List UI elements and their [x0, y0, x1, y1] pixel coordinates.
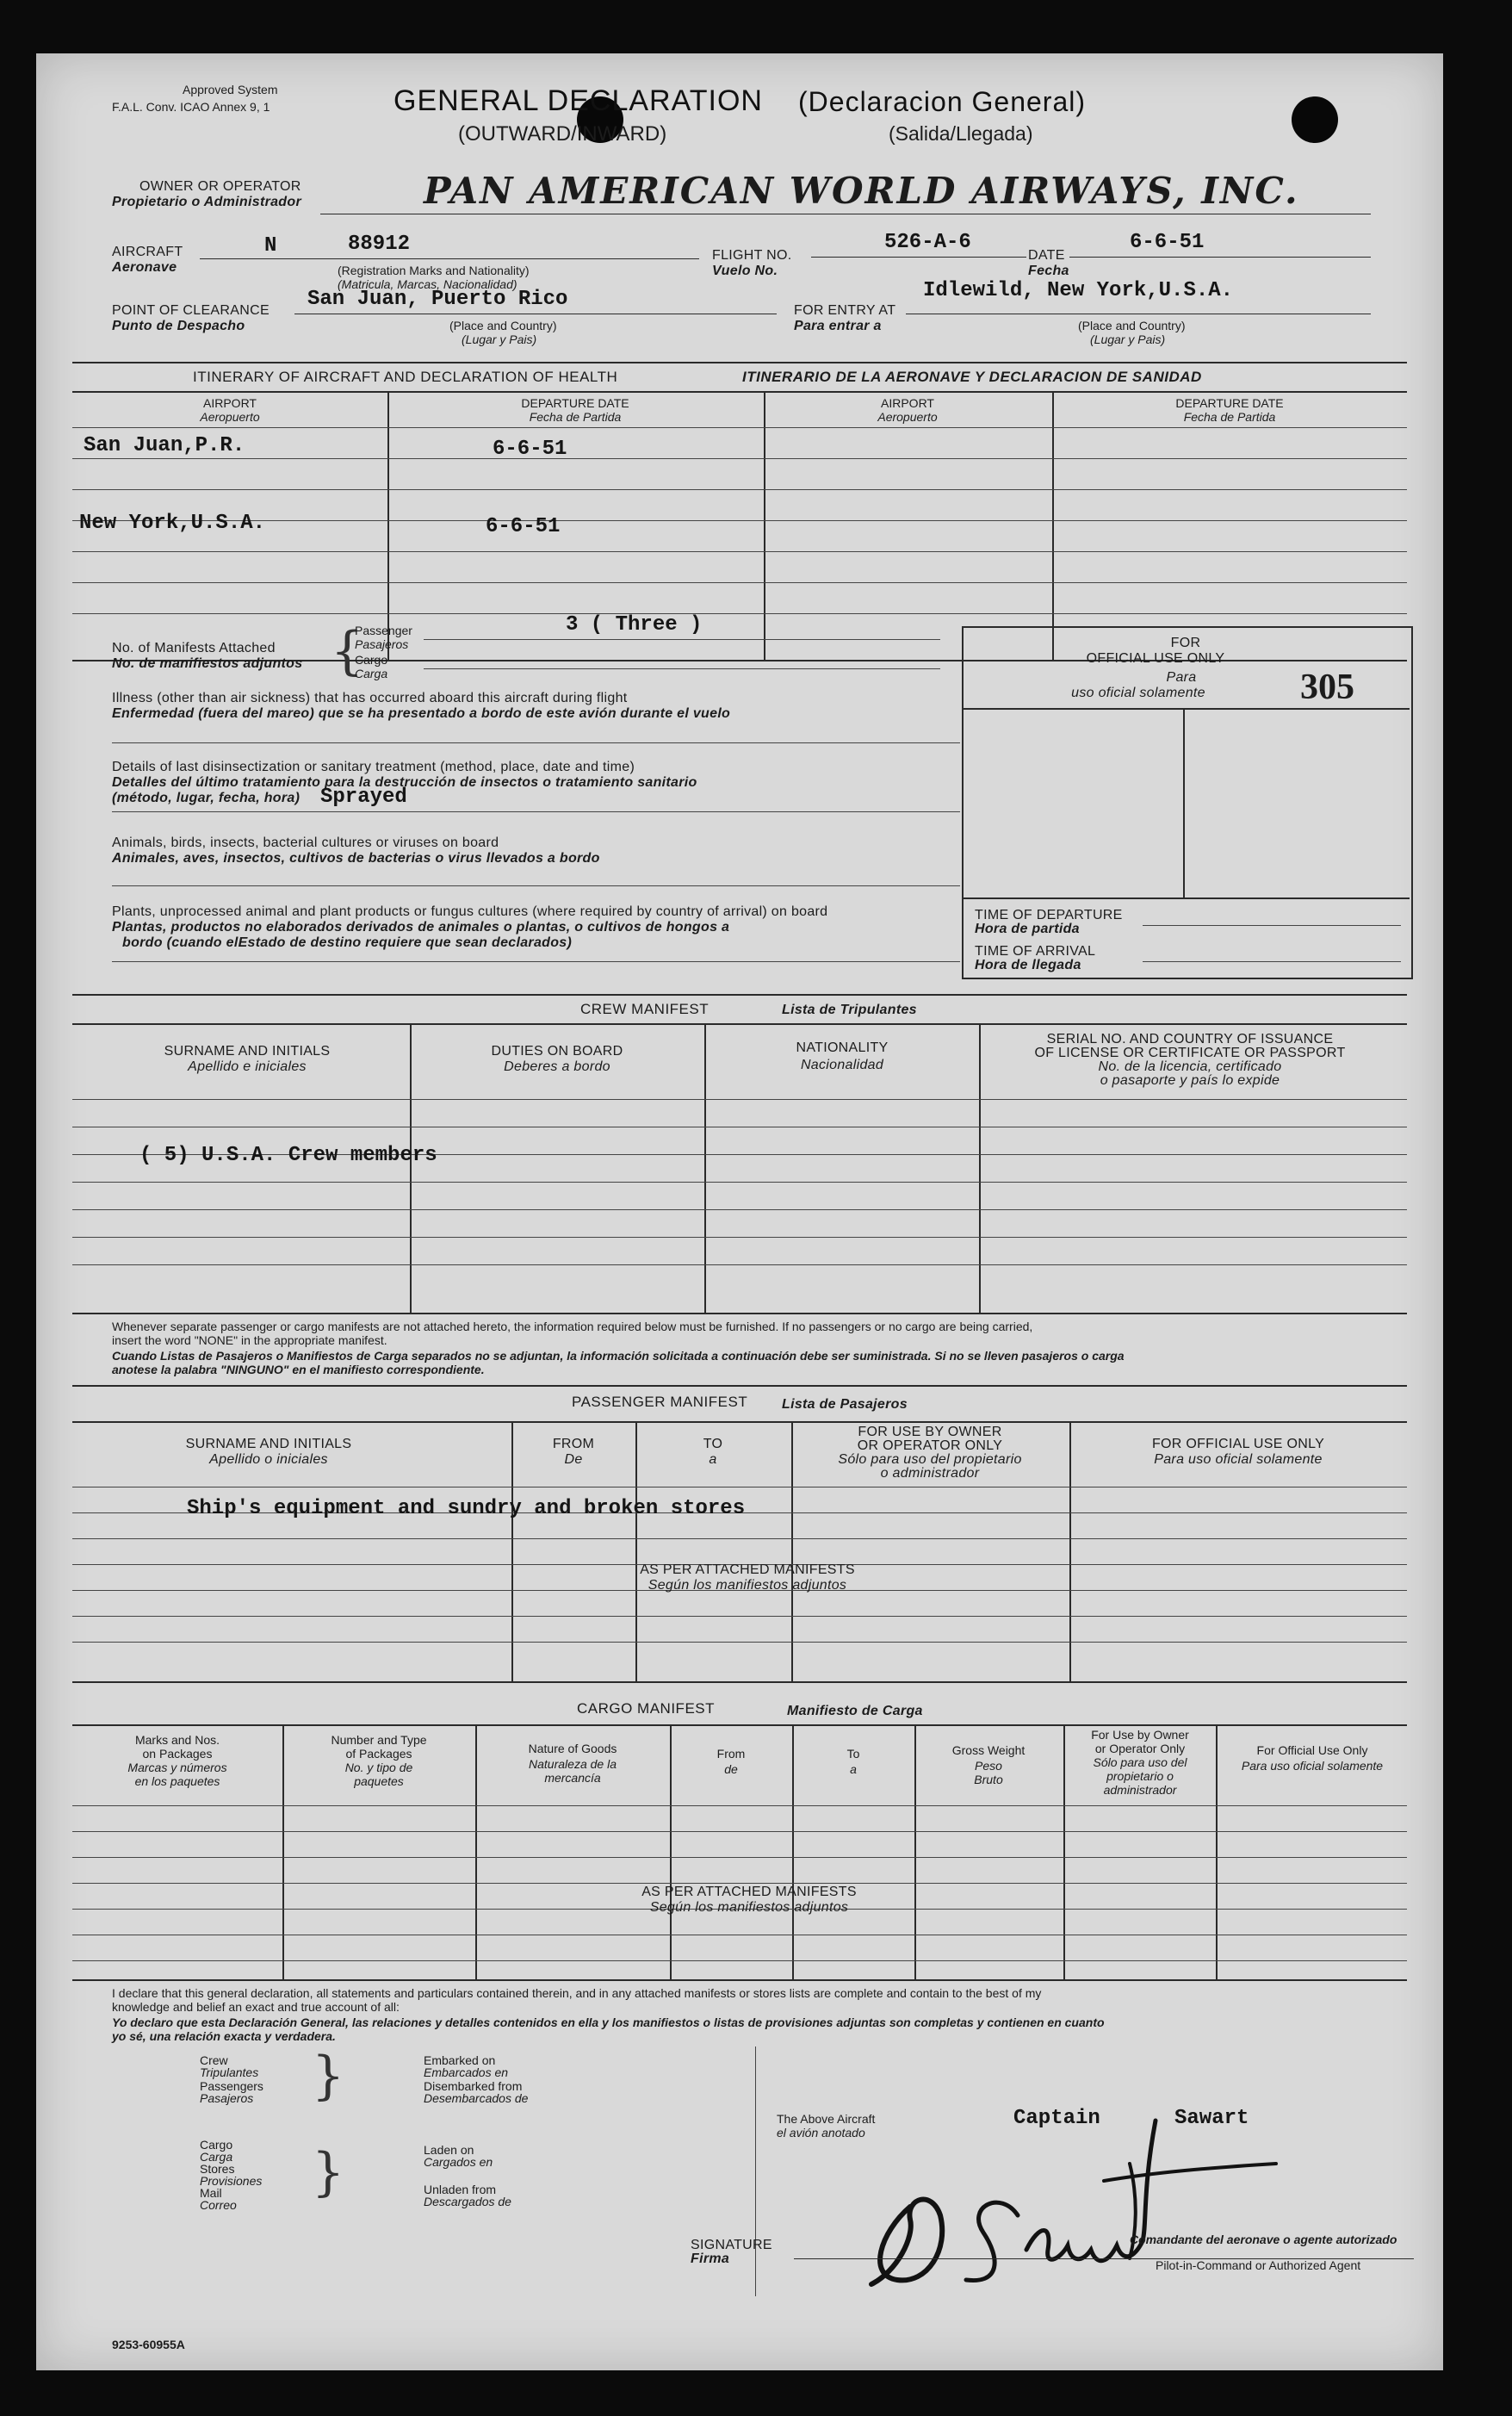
signature-role-es: Comandante del aeronave o agente autorizado: [1130, 2233, 1397, 2246]
itin-row-date: 6-6-51: [486, 515, 561, 538]
owner-value: PAN AMERICAN WORLD AIRWAYS, INC.: [424, 170, 1299, 212]
form-subtitle-es: (Salida/Llegada): [889, 122, 1033, 145]
clearance-value: San Juan, Puerto Rico: [307, 288, 568, 311]
signature-label: SIGNATURE: [691, 2238, 772, 2252]
entry-note: (Place and Country): [1078, 319, 1186, 332]
animals-label: Animals, birds, insects, bacterial cultures or viruses on board: [112, 835, 499, 850]
manifests-label: No. of Manifests Attached: [112, 641, 276, 655]
itin-row-airport: New York,U.S.A.: [79, 512, 266, 535]
notice-en: Whenever separate passenger or cargo manifests are not attached hereto, the information required below must be furnished. If no passengers or no cargo are being carried,: [112, 1320, 1033, 1333]
crew-entry: ( 5) U.S.A. Crew members: [139, 1144, 437, 1167]
cargo-header-number: Number and Type: [331, 1733, 427, 1747]
clearance-label-es: Punto de Despacho: [112, 319, 245, 333]
cargo-header-nature: Nature of Goods: [528, 1742, 617, 1755]
approval-line: F.A.L. Conv. ICAO Annex 9, 1: [112, 100, 270, 114]
crew-title: CREW MANIFEST: [580, 1001, 710, 1017]
flight-value: 526-A-6: [884, 231, 971, 254]
manifests-value: 3 ( Three ): [566, 613, 703, 637]
date-label: DATE: [1028, 248, 1065, 263]
form-title-es: (Declaracion General): [798, 86, 1087, 117]
official-number: 305: [1300, 668, 1354, 707]
pax-header-to: TO: [703, 1437, 723, 1451]
itinerary-title-es: ITINERARIO DE LA AERONAVE Y DECLARACION DE SANIDAD: [742, 369, 1202, 385]
crew-header-duties: DUTIES ON BOARD: [491, 1044, 623, 1059]
aircraft-label-es: Aeronave: [112, 260, 177, 275]
cargo-title: CARGO MANIFEST: [577, 1700, 716, 1717]
manifests-label-es: No. de manifiestos adjuntos: [112, 656, 303, 671]
itin-header-airport: AIRPORT: [203, 396, 257, 410]
arrival-time-label: TIME OF ARRIVAL: [975, 944, 1096, 959]
declaration-es: Yo declaro que esta Declaración General, las relaciones y detalles contenidos en ella y los manifiestos o listas de provisiones adjuntas son completas y contienen en cuanto: [112, 2015, 1105, 2029]
cargo-header-owner: For Use by Owner: [1091, 1728, 1189, 1742]
illness-label: Illness (other than air sickness) that has occurred aboard this aircraft during flight: [112, 691, 628, 705]
pax-header-from: FROM: [552, 1437, 595, 1451]
owner-label-es: Propietario o Administrador: [112, 195, 301, 209]
cargo-attached: AS PER ATTACHED MANIFESTS: [641, 1885, 857, 1899]
pax-header-official: FOR OFFICIAL USE ONLY: [1151, 1437, 1325, 1451]
itin-header-date-2: DEPARTURE DATE: [1175, 396, 1284, 410]
passenger-entry: Ship's equipment and sundry and broken stores: [187, 1497, 746, 1520]
cargo-header-official: For Official Use Only: [1256, 1743, 1368, 1757]
form-subtitle: (OUTWARD/INWARD): [458, 122, 667, 146]
aircraft-label: AIRCRAFT: [112, 245, 183, 259]
cargo-header-from: From: [716, 1747, 746, 1761]
itin-header-airport-2: AIRPORT: [881, 396, 934, 410]
date-value: 6-6-51: [1130, 231, 1205, 254]
cargo-header-to: To: [846, 1747, 860, 1761]
aircraft-prefix: N: [264, 234, 277, 258]
itinerary-title: ITINERARY OF AIRCRAFT AND DECLARATION OF HEALTH: [193, 369, 618, 385]
departure-time-label: TIME OF DEPARTURE: [975, 908, 1123, 922]
flight-label: FLIGHT NO.: [712, 248, 792, 263]
declaration-en: I declare that this general declaration, all statements and particulars contained therein, and in any attached manifests or stores lists are complete and contain to the best of my: [112, 1986, 1042, 2000]
itin-header-date: DEPARTURE DATE: [521, 396, 629, 410]
aircraft-note: (Registration Marks and Nationality): [338, 264, 530, 277]
pax-header-surname: SURNAME AND INITIALS: [185, 1437, 352, 1451]
passenger-title: PASSENGER MANIFEST: [572, 1394, 748, 1410]
disinsection-label: Details of last disinsectization or sanitary treatment (method, place, date and time): [112, 760, 635, 774]
punch-hole: [1292, 96, 1338, 143]
aircraft-note-es: (Matricula, Marcas, Nacionalidad): [338, 277, 517, 291]
entry-value: Idlewild, New York,U.S.A.: [923, 279, 1234, 302]
entry-note-es: (Lugar y Pais): [1090, 332, 1166, 346]
declaration-form: Approved System F.A.L. Conv. ICAO Annex 9, 1 GENERAL DECLARATION (OUTWARD/INWARD) (Declaracion General) (Salida/Llegada) OWNER OR OPERATOR Propietario o Administrador PAN AMERICAN WORLD AIRWAYS, INC. AIRCRAFT Aeronave N 88912 (Registration Marks and Nationality) (Matricula, Marcas, Nacionalidad) FLIGHT NO. Vuelo No. 526-A-6 DATE Fecha 6-6-51 POINT OF CLEARANCE Punto de Despacho San Juan, Puerto Rico (Place and Country) (Lugar y Pais) FOR ENTRY AT Para entrar a Idlewild, New York,U.S.A. (Place and Country) (Lugar y Pais) ITINERARY OF AIRCRAFT AND DECLARATION OF HEALTH ITINERARIO DE LA AERONAVE Y DECLARACION DE SANIDAD AIRPORT Aeropuerto DEPARTURE DATE Fecha de Partida AIRPORT Aeropuerto DEPARTURE DATE Fecha de Partida San Juan,P.R. 6-6-51 New York,U.S.A. 6-6-51 No. of Manifests Attached No. de manifiestos adjuntos { Passenger Pasajeros Cargo Carga 3 ( Three ) Illness (other than air sickness) that has occurred aboard this aircraft during flight Enfermedad (fuera del mareo) que se ha presentado a bordo de este avión durante el vuelo Details of last disinsectization or sanitary treatment (method, place, date and time) Detalles del último tratamiento para la destrucción de insectos o tratamiento sanitario (método, lugar, fecha, hora) Sprayed Animals, birds, insects, bacterial cultures or viruses on board Animales, aves, insectos, cultivos de bacterias o virus llevados a bordo Plants, unprocessed animal and plant products or fungus cultures (where required by country of arrival) on board Plantas, productos no elaborados derivados de animales o plantas, o cultivos de hongos a bordo (cuando elEstado de destino requiere que sean declarados) FOR OFFICIAL USE ONLY Para uso oficial solamente 305 TIME OF DEPARTURE Hora de partida TIME OF ARRIVAL Hora de llegada CREW MANIFEST Lista de Tripulantes SURNAME AND INITIALS Apellido e iniciales DUTIES ON BOARD Deberes a bordo NATIONALITY Nacionalidad SERIAL NO. AND COUNTRY OF ISSUANCE OF LICENSE OR CERTIFICATE OR PASSPORT No. de la licencia, certificado o pasaporte y país lo expide ( 5) U.S.A. Crew members Whenever separate passenger or cargo manifests are not attached hereto, the information required below must be furnished. If no passengers or no cargo are being carried, insert the word "NONE" in the appropriate manifest. Cuando Listas de Pasajeros o Manifiestos de Carga separados no se adjuntan, la información solicitada a continuación debe ser suministrada. Si no se lleven pasajeros o carga anotese la palabra "NINGUNO" en el manifiesto correspondiente. PASSENGER MANIFEST Lista de Pasajeros SURNAME AND INITIALS Apellido o iniciales FROM De TO a FOR USE BY OWNER OR OPERATOR ONLY Sólo para uso del propietario o administrador FOR OFFICIAL USE ONLY Para uso oficial solamente Ship's equipment and sundry and broken stores AS PER ATTACHED MANIFESTS Según los manifiestos adjuntos CARGO MANIFEST Manifiesto de Carga Marks and Nos. on Packages Marcas y números en los paquetes Number and Type of Packages No. y tipo de paquetes Nature of Goods Naturaleza de la mercancía From de To a Gross Weight Peso Bruto For Use by Owner or Operator Only Sólo para uso del propietario o administrador For Official Use Only Para uso oficial solamente AS PER ATTACHED MANIFESTS Según los manifiestos adjuntos I declare that this general declaration, all statements and particulars contained therein, and in any attached manifests or stores lists are complete and contain to the best of my knowledge and belief an exact and true account of all: Yo declaro que esta Declaración General, las relaciones y detalles contenidos en ella y los manifiestos o listas de provisiones adjuntas son completas y contienen en cuanto yo sé, una relación exacta y verdadera. Crew Tripulantes Passengers Pasajeros } Embarked on Embarcados en Disembarked from Desembarcados de Cargo Carga Stores Provisiones Mail Correo } Laden on Cargados en Unladen from Descargados de The Above Aircraft el avión anotado Captain Sawart SIGNATURE Firma Comandante del aeronave o agente autorizado Pilot-in-Command or Authorized Agent 9253-60955A: [36, 53, 1443, 2370]
clearance-label: POINT OF CLEARANCE: [112, 303, 270, 318]
date-label-es: Fecha: [1028, 264, 1069, 278]
owner-label: OWNER OR OPERATOR: [139, 179, 301, 194]
clearance-note: (Place and Country): [449, 319, 557, 332]
notice-es: Cuando Listas de Pasajeros o Manifiestos de Carga separados no se adjuntan, la información solicitada a continuación debe ser suministrada. Si no se lleven pasajeros o carga: [112, 1349, 1125, 1363]
aircraft-value: 88912: [348, 233, 411, 256]
above-aircraft: The Above Aircraft: [777, 2112, 876, 2126]
itin-row-date: 6-6-51: [493, 438, 567, 461]
pax-header-owner: FOR USE BY OWNER: [858, 1425, 1002, 1439]
disinsection-value: Sprayed: [320, 786, 407, 809]
clearance-note-es: (Lugar y Pais): [462, 332, 537, 346]
captain-name: Sawart: [1174, 2107, 1249, 2130]
captain-label: Captain: [1013, 2107, 1100, 2130]
approval-top: Approved System: [183, 83, 278, 96]
signature-role: Pilot-in-Command or Authorized Agent: [1156, 2258, 1361, 2272]
handwritten-signature: [846, 2086, 1328, 2310]
entry-label-es: Para entrar a: [794, 319, 882, 333]
cargo-header-weight: Gross Weight: [951, 1743, 1026, 1757]
form-title: GENERAL DECLARATION: [393, 84, 763, 117]
crew-header-nationality: NATIONALITY: [796, 1040, 889, 1055]
form-number: 9253-60955A: [112, 2338, 185, 2351]
cargo-header-marks: Marks and Nos.: [134, 1733, 220, 1747]
plants-label: Plants, unprocessed animal and plant products or fungus cultures (where required by country of arrival) on board: [112, 904, 828, 919]
crew-header-surname: SURNAME AND INITIALS: [164, 1044, 331, 1059]
itin-row-airport: San Juan,P.R.: [84, 434, 245, 457]
flight-label-es: Vuelo No.: [712, 264, 778, 278]
crew-header-license: SERIAL NO. AND COUNTRY OF ISSUANCE: [1046, 1032, 1334, 1047]
pax-attached: AS PER ATTACHED MANIFESTS: [640, 1562, 855, 1577]
entry-label: FOR ENTRY AT: [794, 303, 896, 318]
